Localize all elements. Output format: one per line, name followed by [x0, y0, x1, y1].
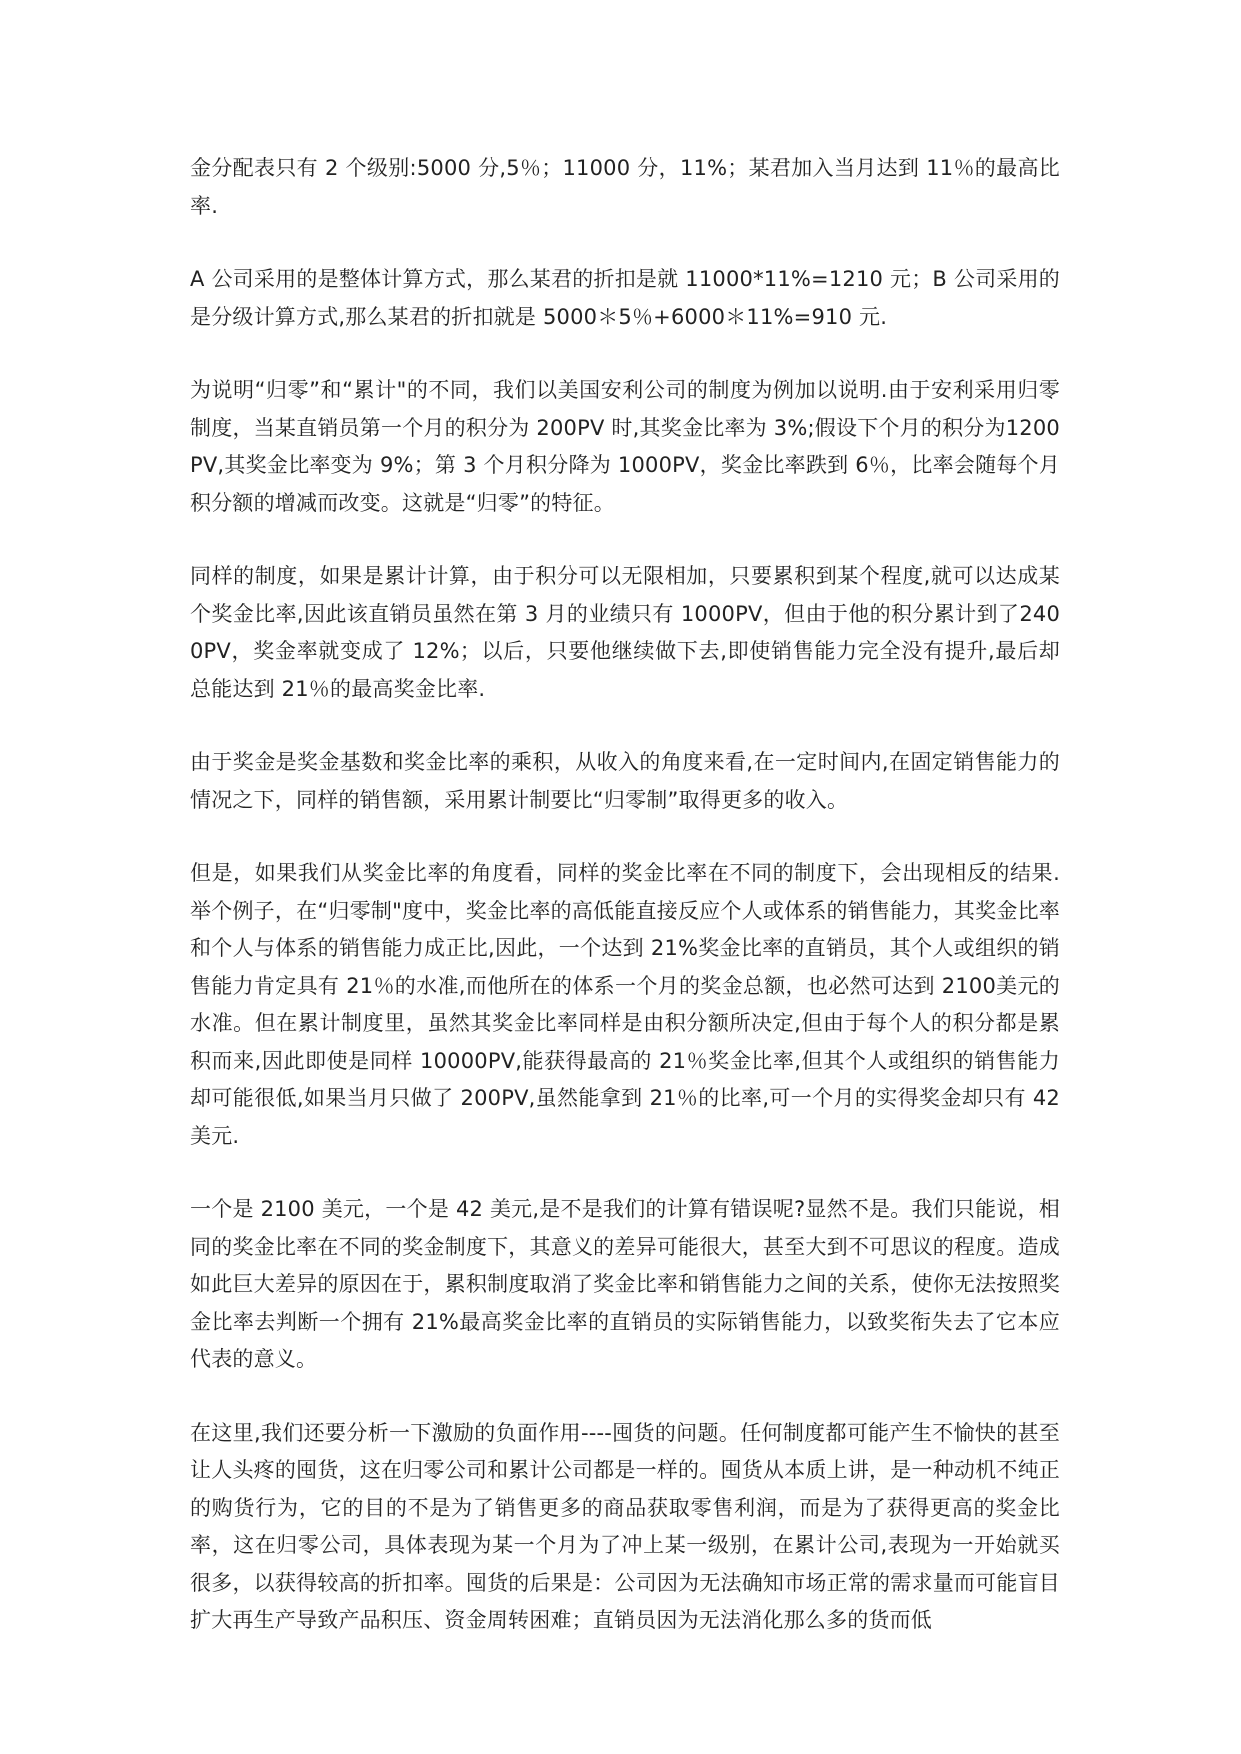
paragraph-3: 为说明“归零”和“累计"的不同，我们以美国安利公司的制度为例加以说明.由于安利采用归零制度，当某直销员第一个月的积分为 200PV 时,其奖金比率为 3%;假设下个月的积分为1200PV,其奖金比率变为 9%；第 3 个月积分降为 1000PV，奖金比率跌到 6％，比率会随每个月积分额的增减而改变。这就是“归零”的特征。: [190, 378, 1060, 515]
paragraph-6: 但是，如果我们从奖金比率的角度看，同样的奖金比率在不同的制度下，会出现相反的结果.举个例子，在“归零制"度中，奖金比率的高低能直接反应个人或体系的销售能力，其奖金比率和个人与体系的销售能力成正比,因此，一个达到 21%奖金比率的直销员，其个人或组织的销售能力肯定具有 21％的水准,而他所在的体系一个月的奖金总额，也必然可达到 2100美元的水准。但在累计制度里，虽然其奖金比率同样是由积分额所决定,但由于每个人的积分都是累积而来,因此即使是同样 10000PV,能获得最高的 21％奖金比率,但其个人或组织的销售能力却可能很低,如果当月只做了 200PV,虽然能拿到 21％的比率,可一个月的实得奖金却只有 42 美元.: [190, 861, 1060, 1148]
paragraph-1: 金分配表只有 2 个级别:5000 分,5％；11000 分，11%；某君加入当月达到 11％的最高比率.: [190, 156, 1060, 218]
paragraph-5: 由于奖金是奖金基数和奖金比率的乘积，从收入的角度来看,在一定时间内,在固定销售能力的情况之下，同样的销售额，采用累计制要比“归零制”取得更多的收入。: [190, 750, 1060, 812]
paragraph-7: 一个是 2100 美元，一个是 42 美元,是不是我们的计算有错误呢?显然不是。我们只能说，相同的奖金比率在不同的奖金制度下，其意义的差异可能很大，甚至大到不可思议的程度。造成如此巨大差异的原因在于，累积制度取消了奖金比率和销售能力之间的关系，使你无法按照奖金比率去判断一个拥有 21%最高奖金比率的直销员的实际销售能力，以致奖衔失去了它本应代表的意义。: [190, 1197, 1060, 1371]
paragraph-4: 同样的制度，如果是累计计算，由于积分可以无限相加，只要累积到某个程度,就可以达成某个奖金比率,因此该直销员虽然在第 3 月的业绩只有 1000PV，但由于他的积分累计到了2400PV，奖金率就变成了 12%；以后，只要他继续做下去,即使销售能力完全没有提升,最后却总能达到 21％的最高奖金比率.: [190, 564, 1060, 701]
document-body: [190, 150, 1060, 1676]
paragraph-2: A 公司采用的是整体计算方式，那么某君的折扣是就 11000*11%=1210 元；B 公司采用的是分级计算方式,那么某君的折扣就是 5000＊5％+6000＊11%=910 元.: [190, 267, 1060, 329]
paragraph-8: 在这里,我们还要分析一下激励的负面作用----囤货的问题。任何制度都可能产生不愉快的甚至让人头疼的囤货，这在归零公司和累计公司都是一样的。囤货从本质上讲，是一种动机不纯正的购货行为，它的目的不是为了销售更多的商品获取零售利润，而是为了获得更高的奖金比率，这在归零公司，具体表现为某一个月为了冲上某一级别，在累计公司,表现为一开始就买很多，以获得较高的折扣率。囤货的后果是：公司因为无法确知市场正常的需求量而可能盲目扩大再生产导致产品积压、资金周转困难；直销员因为无法消化那么多的货而低: [190, 1420, 1060, 1632]
